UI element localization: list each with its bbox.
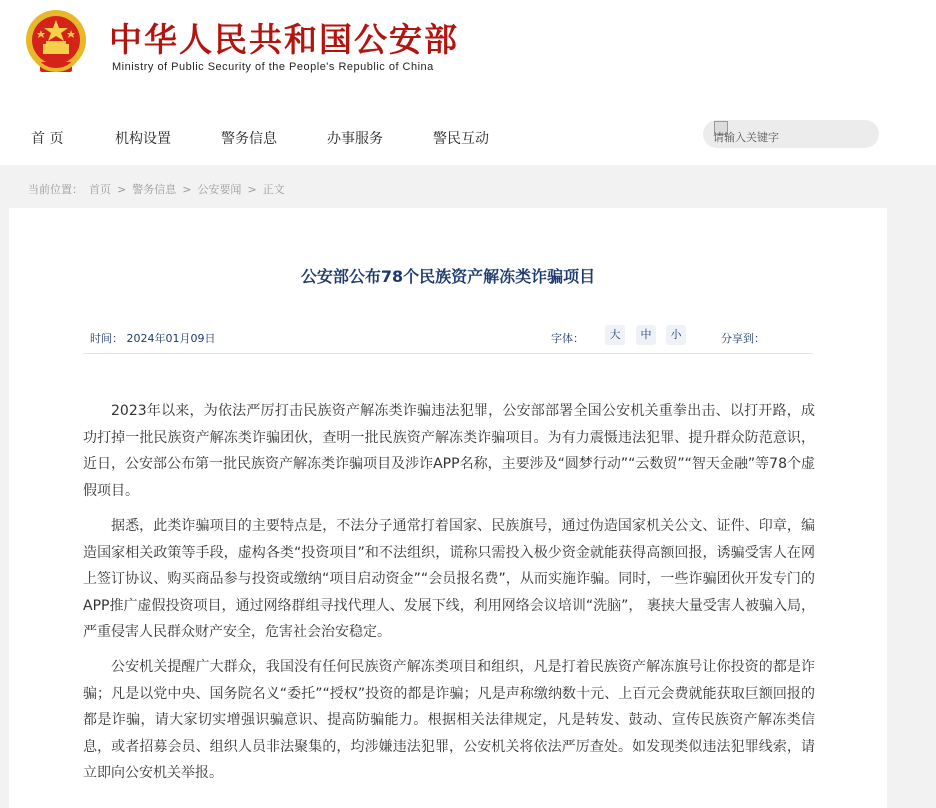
breadcrumb-ministry-news[interactable]: 公安要闻	[197, 183, 242, 196]
breadcrumb-police-news[interactable]: 警务信息	[132, 183, 177, 196]
site-header	[0, 0, 936, 165]
breadcrumb-separator: >	[182, 183, 192, 196]
nav-item-interaction[interactable]: 警民互动	[433, 131, 489, 147]
font-medium-button[interactable]: 中	[636, 325, 656, 345]
breadcrumb-separator: >	[117, 183, 127, 196]
national-emblem-icon	[24, 8, 88, 76]
font-small-button[interactable]: 小	[666, 325, 686, 345]
share-label: 分享到：	[721, 332, 765, 345]
font-large-button[interactable]: 大	[605, 325, 625, 345]
article-container	[9, 208, 887, 808]
breadcrumb-home[interactable]: 首页	[89, 183, 111, 196]
search-box	[703, 120, 879, 148]
breadcrumb-separator: >	[247, 183, 257, 196]
article-paragraph-1: 2023年以来，为依法严厉打击民族资产解冻类诈骗违法犯罪，公安部部署全国公安机关重拳出击、以打开路，成功打掉一批民族资产解冻类诈骗团伙，查明一批民族资产解冻类诈骗项目。为有力震慑违法犯罪、提升群众防范意识，近日，公安部公布第一批民族资产解冻类诈骗项目及涉诈APP名称，主要涉及“圆梦行动”“云数贸”“智天金融”等78个虚假项目。	[83, 403, 815, 499]
site-title-en: Ministry of Public Security of the People's Republic of China	[112, 61, 434, 73]
breadcrumb-current: 正文	[262, 183, 285, 196]
breadcrumb-prefix: 当前位置：	[28, 183, 83, 196]
main-nav	[0, 128, 700, 148]
nav-item-police-news[interactable]: 警务信息	[221, 131, 277, 147]
article-title: 公安部公布78个民族资产解冻类诈骗项目	[300, 267, 596, 286]
nav-item-home[interactable]: 首 页	[31, 131, 64, 147]
article-paragraph-2: 据悉，此类诈骗项目的主要特点是，不法分子通常打着国家、民族旗号，通过伪造国家机关公文、证件、印章，编造国家相关政策等手段，虚构各类“投资项目”和不法组织，谎称只需投入极少资金就能获得高额回报，诱骗受害人在网上签订协议、购买商品参与投资或缴纳“项目启动资金”“会员报名费”，从而实施诈骗。同时，一些诈骗团伙开发专门的APP推广虚假投资项目，通过网络群组寻找代理人、发展下线，利用网络会议培训“洗脑”， 裹挟大量受害人被骗入局，严重侵害人民群众财产安全，危害社会治安稳定。	[83, 518, 815, 640]
article-meta	[83, 321, 813, 354]
publish-time: 时间： 2024年01月09日	[90, 332, 216, 345]
font-size-label: 字体：	[551, 332, 584, 345]
nav-item-services[interactable]: 办事服务	[327, 131, 383, 147]
site-title-cn: 中华人民共和国公安部	[109, 20, 459, 59]
breadcrumb	[28, 181, 291, 197]
search-input[interactable]	[713, 129, 863, 145]
nav-item-organization[interactable]: 机构设置	[115, 131, 171, 147]
article-paragraph-3: 公安机关提醒广大群众，我国没有任何民族资产解冻类项目和组织，凡是打着民族资产解冻旗号让你投资的都是诈骗；凡是以党中央、国务院名义“委托”“授权”投资的都是诈骗；凡是声称缴纳数十元、上百元会费就能获取巨额回报的都是诈骗，请大家切实增强识骗意识、提高防骗能力。根据相关法律规定，凡是转发、鼓动、宣传民族资产解冻类信息，或者招募会员、组织人员非法聚集的，均涉嫌违法犯罪，公安机关将依法严厉查处。如发现类似违法犯罪线索，请立即向公安机关举报。	[83, 659, 815, 781]
